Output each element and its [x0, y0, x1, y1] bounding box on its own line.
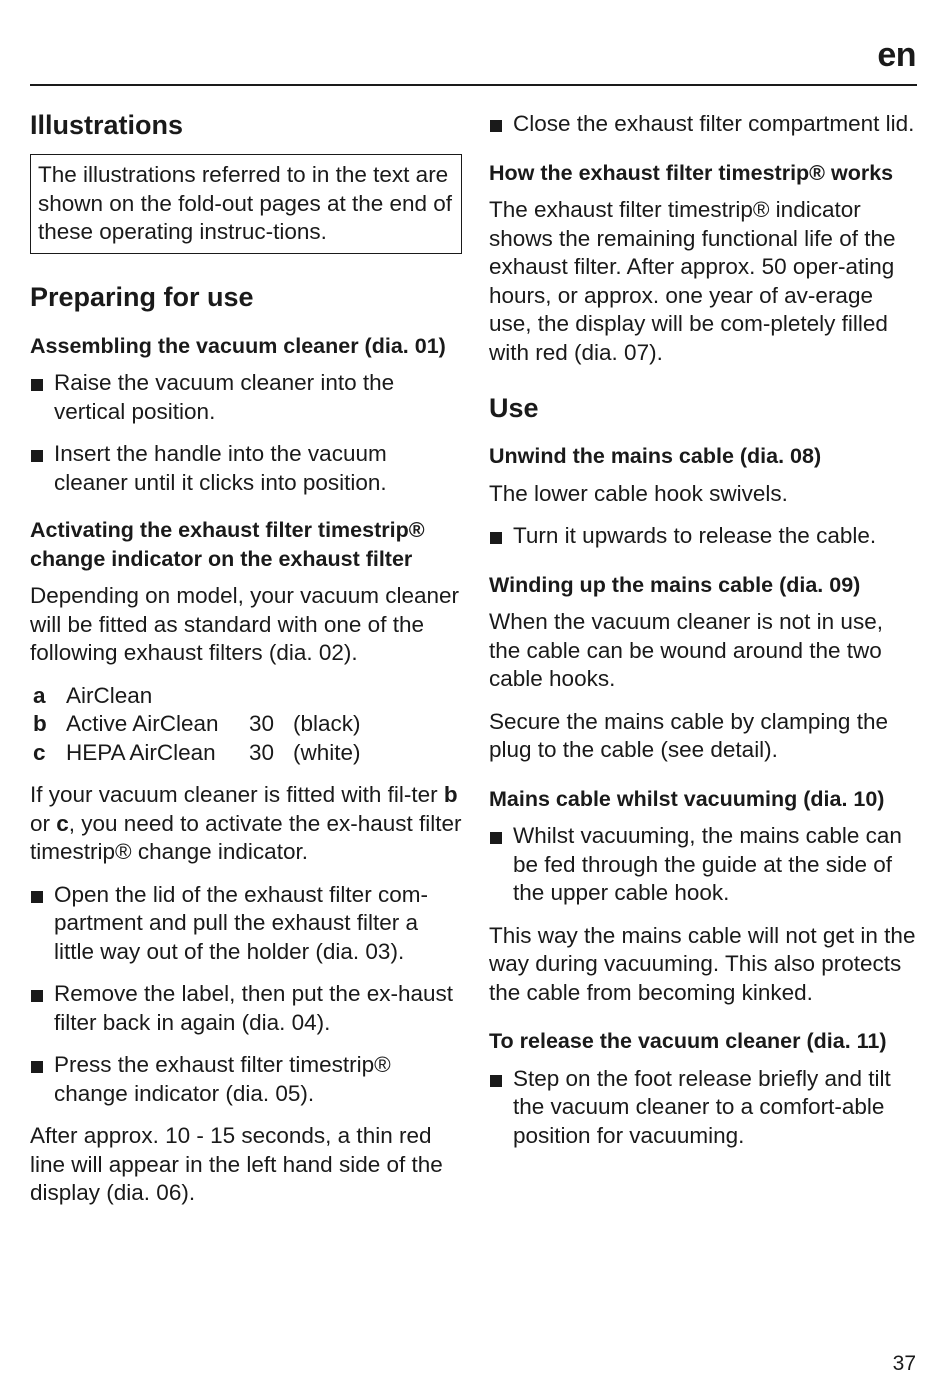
list-item — [30, 980, 462, 1037]
header-rule — [30, 84, 917, 86]
whilst-paragraph: This way the mains cable will not get in the way during vacuuming. This also protects the cable from becoming kinked. — [489, 922, 916, 1005]
filter-number: 30 — [249, 739, 275, 765]
bullet-square-icon — [31, 891, 43, 903]
whilst-heading: Mains cable whilst vacuuming (dia. 10) — [489, 786, 885, 811]
depending-paragraph: Depending on model, your vacuum cleaner will be fitted as standard with one of the following exhaust filters (dia. 02). — [30, 583, 460, 665]
list-item-text: Press the exhaust filter timestrip® change indicator (dia. 05). — [54, 1052, 391, 1106]
filter-color: (black) — [293, 711, 361, 736]
if-fitted-paragraph: If your vacuum cleaner is fitted with fil-ter b or c, you need to activate the ex-haust filter timestrip® change indicator. — [30, 782, 462, 864]
list-item-text: Close the exhaust filter compartment lid. — [513, 111, 915, 136]
winding-heading: Winding up the mains cable (dia. 09) — [489, 572, 861, 597]
list-item-text: Step on the foot release briefly and tilt the vacuum cleaner to a comfort-able position for vacuuming. — [513, 1065, 891, 1148]
how-heading: How the exhaust filter timestrip® works — [489, 160, 894, 185]
list-item — [30, 1051, 462, 1108]
list-item — [489, 522, 919, 551]
unwind-paragraph: The lower cable hook swivels. — [489, 480, 788, 506]
list-item — [489, 110, 919, 139]
after-paragraph: After approx. 10 - 15 seconds, a thin red line will appear in the left hand side of the display (dia. 06). — [30, 1123, 443, 1205]
list-item-text: Remove the label, then put the ex-haust filter back in again (dia. 04). — [54, 981, 454, 1035]
use-title: Use — [489, 393, 539, 423]
left-column — [30, 108, 462, 1208]
bullet-square-icon — [31, 379, 43, 391]
activating-heading: Activating the exhaust filter timestrip® change indicator on the exhaust filter — [30, 518, 425, 571]
filter-name: Active AirClean — [66, 711, 219, 736]
list-item — [30, 440, 462, 497]
list-item-text: Turn it upwards to release the cable. — [513, 523, 877, 548]
filter-color — [293, 682, 462, 711]
list-item — [30, 881, 462, 967]
bullet-square-icon — [31, 450, 43, 462]
list-item-text: Whilst vacuuming, the mains cable can be fed through the guide at the side of the upper cable hook. — [513, 823, 902, 905]
bullet-square-icon — [490, 120, 502, 132]
illustrations-title: Illustrations — [30, 110, 184, 140]
bullet-square-icon — [31, 990, 43, 1002]
bullet-square-icon — [490, 532, 502, 544]
release-heading: To release the vacuum cleaner (dia. 11) — [489, 1029, 887, 1053]
filter-name: HEPA AirClean — [66, 739, 216, 765]
right-column — [489, 110, 919, 1150]
filter-name: AirClean — [66, 682, 153, 708]
list-item-text: Raise the vacuum cleaner into the vertical position. — [54, 370, 395, 424]
list-item — [489, 822, 919, 908]
filter-key: c — [33, 739, 46, 765]
preparing-title: Preparing for use — [30, 281, 254, 312]
list-item — [30, 369, 462, 426]
list-item-text: Open the lid of the exhaust filter com-partment and pull the exhaust filter a little way out of the holder (dia. 03). — [54, 881, 428, 964]
filter-list — [30, 682, 462, 768]
how-paragraph: The exhaust filter timestrip® indicator shows the remaining functional life of the exhaust filter. After approx. 50 oper-ating hours, or approx. one year of av-erage use, the display will be com-pletely filled with red (dia. 07). — [489, 197, 896, 365]
bullet-square-icon — [490, 1075, 502, 1087]
winding-paragraph-1: When the vacuum cleaner is not in use, the cable can be wound around the two cable hooks. — [489, 609, 883, 691]
bullet-square-icon — [490, 832, 502, 844]
page-number: 37 — [892, 1352, 916, 1375]
illustrations-note-text: The illustrations referred to in the text are shown on the fold-out pages at the end of these operating instruc-tions. — [38, 162, 453, 244]
filter-number — [249, 682, 293, 711]
assembling-heading: Assembling the vacuum cleaner (dia. 01) — [30, 333, 446, 358]
filter-color: (white) — [293, 739, 361, 765]
bullet-square-icon — [31, 1061, 43, 1073]
list-item — [489, 1065, 919, 1151]
filter-key: a — [33, 682, 46, 708]
filter-number: 30 — [249, 711, 275, 736]
winding-paragraph-2: Secure the mains cable by clamping the plug to the cable (see detail). — [489, 708, 888, 762]
unwind-heading: Unwind the mains cable (dia. 08) — [489, 444, 822, 468]
list-item-text: Insert the handle into the vacuum cleaner until it clicks into position. — [54, 441, 387, 495]
illustrations-note-box — [30, 154, 462, 254]
language-label: en — [877, 36, 916, 74]
filter-key: b — [33, 711, 47, 736]
